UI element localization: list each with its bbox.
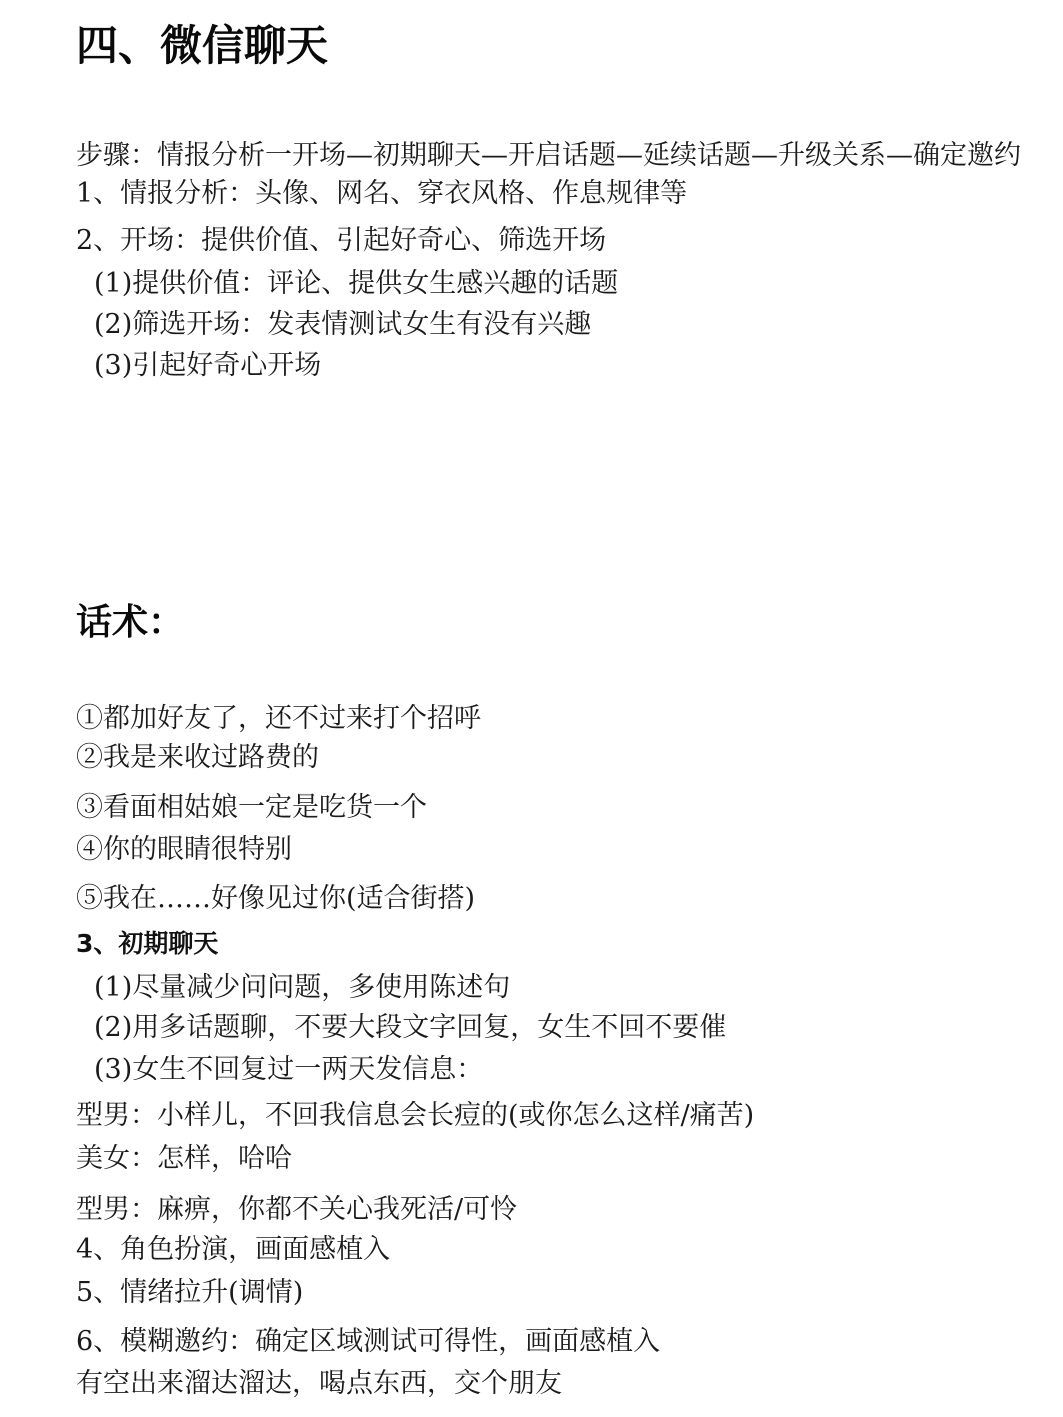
script-item-2: ②我是来收过路费的 [76, 742, 319, 773]
step-2-item-3: (3)引起好奇心开场 [94, 350, 322, 381]
section-title: 四、微信聊天 [76, 21, 329, 70]
dialogue-line-3: 型男：麻痹，你都不关心我死活/可怜 [76, 1194, 518, 1225]
dialogue-line-2: 美女：怎样，哈哈 [76, 1143, 292, 1174]
step-2-title: 2、开场：提供价值、引起好奇心、筛选开场 [76, 225, 607, 256]
step-4: 4、角色扮演，画面感植入 [76, 1234, 391, 1265]
step-3-item-3: (3)女生不回复过一两天发信息： [94, 1054, 484, 1085]
step-3-item-2: (2)用多话题聊，不要大段文字回复，女生不回不要催 [94, 1012, 727, 1043]
step-2-item-1: (1)提供价值：评论、提供女生感兴趣的话题 [94, 268, 619, 299]
step-3-item-1: (1)尽量减少问问题，多使用陈述句 [94, 972, 511, 1003]
scripts-heading: 话术： [76, 602, 185, 643]
step-6: 6、模糊邀约：确定区域测试可得性，画面感植入 [76, 1326, 661, 1357]
script-item-3: ③看面相姑娘一定是吃货一个 [76, 792, 427, 823]
step-5: 5、情绪拉升(调情) [76, 1277, 304, 1308]
step-2-item-2: (2)筛选开场：发表情测试女生有没有兴趣 [94, 309, 592, 340]
script-item-5: ⑤我在……好像见过你(适合街搭) [76, 883, 476, 914]
step-3-title: 3、初期聊天 [76, 929, 219, 958]
closing-line: 有空出来溜达溜达，喝点东西，交个朋友 [76, 1368, 562, 1399]
step-1: 1、情报分析：头像、网名、穿衣风格、作息规律等 [76, 178, 688, 209]
script-item-4: ④你的眼睛很特别 [76, 834, 292, 865]
steps-line: 步骤：情报分析一开场—初期聊天—开启话题—延续话题—升级关系—确定邀约 [76, 140, 1021, 171]
dialogue-line-1: 型男：小样儿，不回我信息会长痘的(或你怎么这样/痛苦) [76, 1100, 755, 1131]
script-item-1: ①都加好友了，还不过来打个招呼 [76, 703, 481, 734]
